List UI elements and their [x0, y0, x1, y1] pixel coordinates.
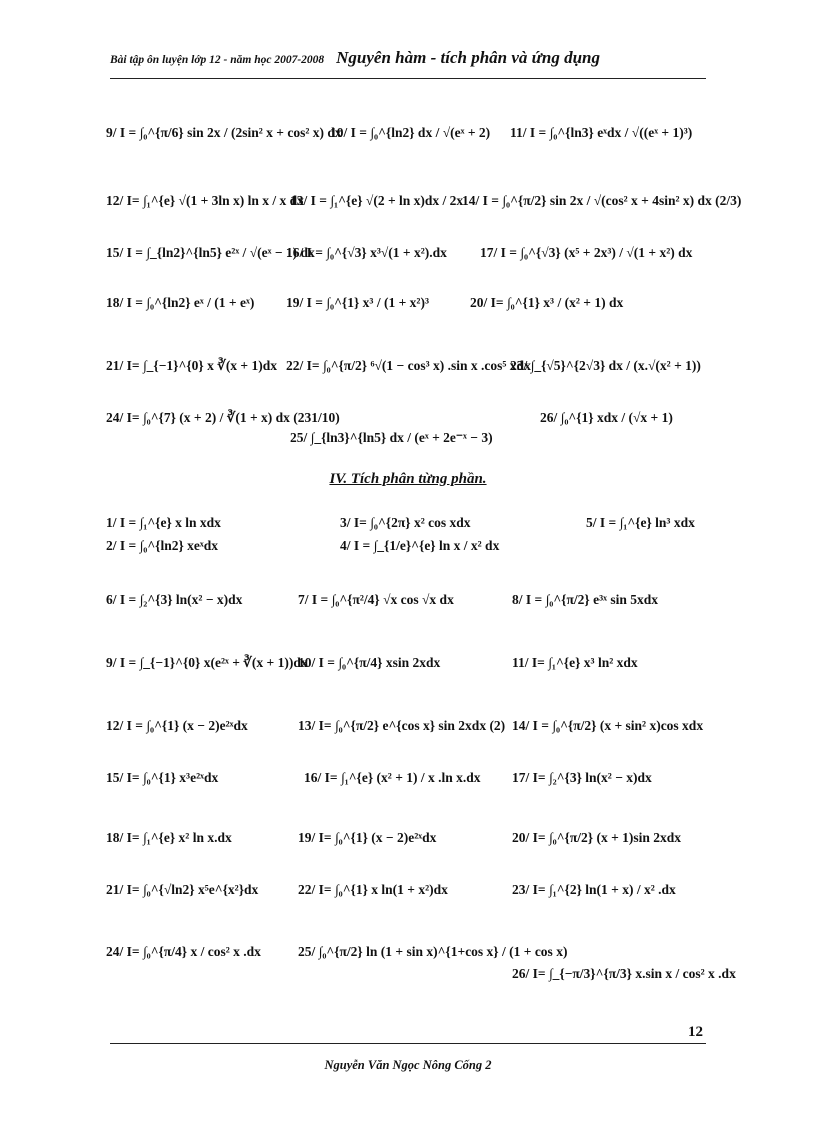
problem-p2-16: 16/ I= ∫₁^{e} (x² + 1) / x .ln x.dx	[304, 770, 481, 785]
problem-p1-16: 16/ I = ∫₀^{√3} x³√(1 + x²).dx	[286, 245, 447, 260]
problem-p2-1: 1/ I = ∫₁^{e} x ln xdx	[106, 515, 221, 530]
problem-p2-10: 10/ I = ∫₀^{π/4} xsin 2xdx	[298, 655, 441, 670]
header-course: Bài tập ôn luyện lớp 12 - năm học 2007-2008	[110, 54, 325, 66]
problem-p2-25: 25/ ∫₀^{π/2} ln (1 + sin x)^{1+cos x} / (1 + cos x)	[298, 944, 568, 959]
problem-p2-19: 19/ I= ∫₀^{1} (x − 2)e²ˣdx	[298, 830, 437, 845]
problem-p2-11: 11/ I= ∫₁^{e} x³ ln² xdx	[512, 655, 638, 670]
running-header	[110, 48, 600, 68]
problem-p2-22: 22/ I= ∫₀^{1} x ln(1 + x²)dx	[298, 882, 448, 897]
problem-p1-11: 11/ I = ∫₀^{ln3} eˣdx / √((eˣ + 1)³)	[510, 125, 693, 140]
problem-p1-17: 17/ I = ∫₀^{√3} (x⁵ + 2x³) / √(1 + x²) dx	[480, 245, 693, 260]
section-title: IV. Tích phân từng phần.	[329, 471, 487, 487]
problem-p1-14: 14/ I = ∫₀^{π/2} sin 2x / √(cos² x + 4sin² x) dx (2/3)	[462, 193, 742, 208]
header-rule	[110, 78, 706, 79]
problem-p1-13: 13/ I = ∫₁^{e} √(2 + ln x)dx / 2x	[290, 193, 464, 208]
page-footer: Nguyễn Văn Ngọc Nông Cống 2	[324, 1058, 492, 1072]
header-topic: Nguyên hàm - tích phân và ứng dụng	[336, 48, 600, 67]
problem-p1-24: 24/ I= ∫₀^{7} (x + 2) / ∛(1 + x) dx (231/10)	[106, 410, 340, 425]
problem-p2-8: 8/ I = ∫₀^{π/2} e³ˣ sin 5xdx	[512, 592, 658, 607]
problem-p1-12: 12/ I= ∫₁^{e} √(1 + 3ln x) ln x / x dx	[106, 193, 304, 208]
problem-p2-15: 15/ I= ∫₀^{1} x³e²ˣdx	[106, 770, 219, 785]
footer-rule	[110, 1043, 706, 1044]
problem-p2-14: 14/ I = ∫₀^{π/2} (x + sin² x)cos xdx	[512, 718, 704, 733]
problem-p2-24: 24/ I= ∫₀^{π/4} x / cos² x .dx	[106, 944, 261, 959]
problem-p2-17: 17/ I= ∫₂^{3} ln(x² − x)dx	[512, 770, 652, 785]
page-number: 12	[688, 1024, 703, 1040]
problem-p2-6: 6/ I = ∫₂^{3} ln(x² − x)dx	[106, 592, 243, 607]
problem-p2-12: 12/ I = ∫₀^{1} (x − 2)e²ˣdx	[106, 718, 248, 733]
problem-p2-3: 3/ I= ∫₀^{2π} x² cos xdx	[340, 515, 471, 530]
problem-p1-20: 20/ I= ∫₀^{1} x³ / (x² + 1) dx	[470, 295, 624, 310]
problem-p2-23: 23/ I= ∫₁^{2} ln(1 + x) / x² .dx	[512, 882, 676, 897]
problem-p2-13: 13/ I= ∫₀^{π/2} e^{cos x} sin 2xdx (2)	[298, 718, 506, 733]
problem-p2-21: 21/ I= ∫₀^{√ln2} x⁵e^{x²}dx	[106, 882, 259, 897]
problem-p2-9: 9/ I = ∫_{−1}^{0} x(e²ˣ + ∛(x + 1))dx	[106, 655, 308, 670]
problem-p2-7: 7/ I = ∫₀^{π²/4} √x cos √x dx	[298, 592, 454, 607]
problem-p1-26: 26/ ∫₀^{1} xdx / (√x + 1)	[540, 410, 673, 425]
problem-p2-18: 18/ I= ∫₁^{e} x² ln x.dx	[106, 830, 232, 845]
problem-p2-2: 2/ I = ∫₀^{ln2} xeˣdx	[106, 538, 219, 553]
problem-p1-21: 21/ I= ∫_{−1}^{0} x ∛(x + 1)dx	[106, 358, 278, 373]
problem-p2-4: 4/ I = ∫_{1/e}^{e} ln x / x² dx	[340, 538, 500, 553]
problem-p1-9: 9/ I = ∫₀^{π/6} sin 2x / (2sin² x + cos² x) dx	[106, 125, 342, 140]
problem-p1-22: 22/ I= ∫₀^{π/2} ⁶√(1 − cos³ x) .sin x .cos⁵ xdx	[286, 358, 531, 373]
problem-p1-15: 15/ I = ∫_{ln2}^{ln5} e²ˣ / √(eˣ − 1) dx	[106, 245, 315, 260]
problem-p1-25: 25/ ∫_{ln3}^{ln5} dx / (eˣ + 2e⁻ˣ − 3)	[290, 430, 493, 445]
problem-p2-20: 20/ I= ∫₀^{π/2} (x + 1)sin 2xdx	[512, 830, 682, 845]
problem-p1-23: 23/ ∫_{√5}^{2√3} dx / (x.√(x² + 1))	[510, 358, 701, 373]
problem-p1-18: 18/ I = ∫₀^{ln2} eˣ / (1 + eˣ)	[106, 295, 255, 310]
problem-p2-26: 26/ I= ∫_{−π/3}^{π/3} x.sin x / cos² x .dx	[512, 966, 736, 981]
problem-p1-19: 19/ I = ∫₀^{1} x³ / (1 + x²)³	[286, 295, 430, 310]
problem-p1-10: 10/ I = ∫₀^{ln2} dx / √(eˣ + 2)	[330, 125, 491, 140]
problem-p2-5: 5/ I = ∫₁^{e} ln³ xdx	[586, 515, 695, 530]
